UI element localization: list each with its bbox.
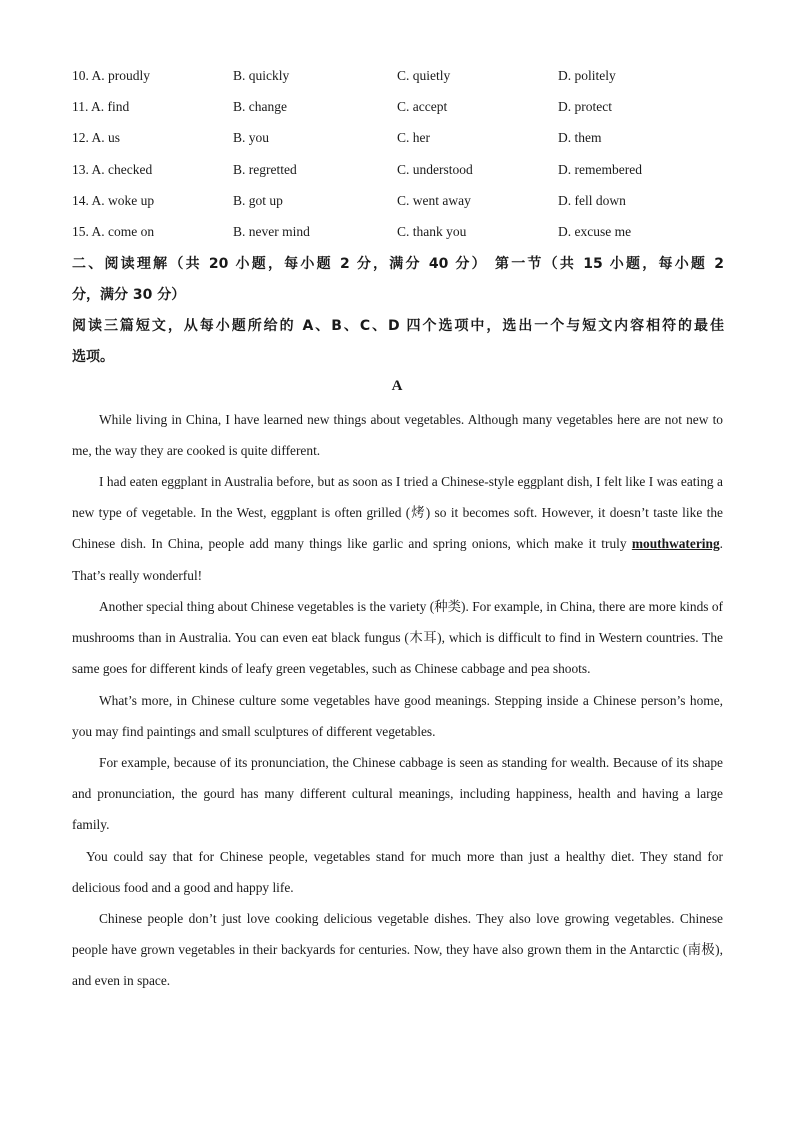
option-c: C. her: [397, 130, 430, 145]
option-b: B. never mind: [233, 224, 310, 239]
instruction-line2: 选项。: [72, 349, 114, 365]
option-b: B. you: [233, 130, 270, 145]
option-d: D. protect: [558, 99, 612, 114]
option-b: B. got up: [233, 193, 283, 208]
option-d: D. them: [558, 130, 602, 145]
section-heading: [72, 249, 724, 311]
option-c: C. understood: [397, 162, 473, 177]
paragraph-2-end: . That’s really wonderful!: [72, 536, 723, 583]
paragraph-2-text: I had eaten eggplant in Australia before, but as soon as I tried a Chinese-style eggplant dish, I felt like I was eating a new type of vegetable. In the West, eggplant is often grilled (烤) so it becomes soft. However, it doesn’t taste like the Chinese dish. In China, people add many things like garlic and spring onions, which make it truly: [72, 474, 723, 552]
paragraph-1: While living in China, I have learned new things about vegetables. Although many vegetables here are not new to me, the way they are cooked is quite different.: [72, 412, 723, 459]
option-a: 13. A. checked: [72, 162, 153, 177]
paragraph-6: You could say that for Chinese people, vegetables stand for much more than just a healthy diet. They stand for delicious food and a good and happy life.: [72, 849, 723, 896]
option-d: D. excuse me: [558, 224, 632, 239]
option-a: 15. A. come on: [72, 224, 155, 239]
option-c: C. quietly: [397, 68, 451, 83]
option-b: B. regretted: [233, 162, 297, 177]
option-row-15: [0, 224, 794, 244]
option-c: C. accept: [397, 99, 448, 114]
option-row-10: [0, 68, 794, 88]
section-heading-line2: 分，满分 30 分）: [72, 287, 186, 303]
paragraph-2: [72, 466, 723, 591]
option-d: D. fell down: [558, 193, 626, 208]
option-a: 10. A. proudly: [72, 68, 151, 83]
option-row-11: [0, 99, 794, 119]
option-a: 12. A. us: [72, 130, 121, 145]
paragraph-5: For example, because of its pronunciation, the Chinese cabbage is seen as standing for wealth. Because of its shape and pronunciation, the gourd has many different cultural meanings, including happiness, health and having a large family.: [72, 755, 723, 833]
passage-title: A: [391, 378, 403, 394]
option-c: C. thank you: [397, 224, 467, 239]
paragraph-4: What’s more, in Chinese culture some vegetables have good meanings. Stepping inside a Chinese person’s home, you may find paintings and small sculptures of different vegetables.: [72, 693, 723, 740]
option-d: D. politely: [558, 68, 616, 83]
instruction: [72, 311, 724, 373]
section-heading-line1: 二、阅读理解（共 20 小题，每小题 2 分，满分 40 分） 第一节（共 15 小题，每小题 2: [72, 256, 724, 272]
underlined-word: mouthwatering: [631, 536, 720, 552]
option-row-12: [0, 130, 794, 150]
option-a: 11. A. find: [72, 99, 130, 114]
instruction-line1: 阅读三篇短文，从每小题所给的 A、B、C、D 四个选项中，选出一个与短文内容相符的最佳: [72, 318, 724, 334]
option-b: B. change: [233, 99, 287, 114]
paragraph-3: Another special thing about Chinese vegetables is the variety (种类). For example, in China, there are more kinds of mushrooms than in Australia. You can even eat black fungus (木耳), which is difficult to find in Western countries. The same goes for different kinds of leafy green vegetables, such as Chinese cabbage and pea shoots.: [72, 599, 723, 677]
option-c: C. went away: [397, 193, 471, 208]
option-d: D. remembered: [558, 162, 642, 177]
option-b: B. quickly: [233, 68, 290, 83]
option-a: 14. A. woke up: [72, 193, 155, 208]
option-row-13: [0, 162, 794, 182]
paragraph-7: Chinese people don’t just love cooking delicious vegetable dishes. They also love growing vegetables. Chinese people have grown vegetables in their backyards for centuries. Now, they have also grown them in the Antarctic (南极), and even in space.: [72, 911, 723, 989]
option-row-14: [0, 193, 794, 213]
